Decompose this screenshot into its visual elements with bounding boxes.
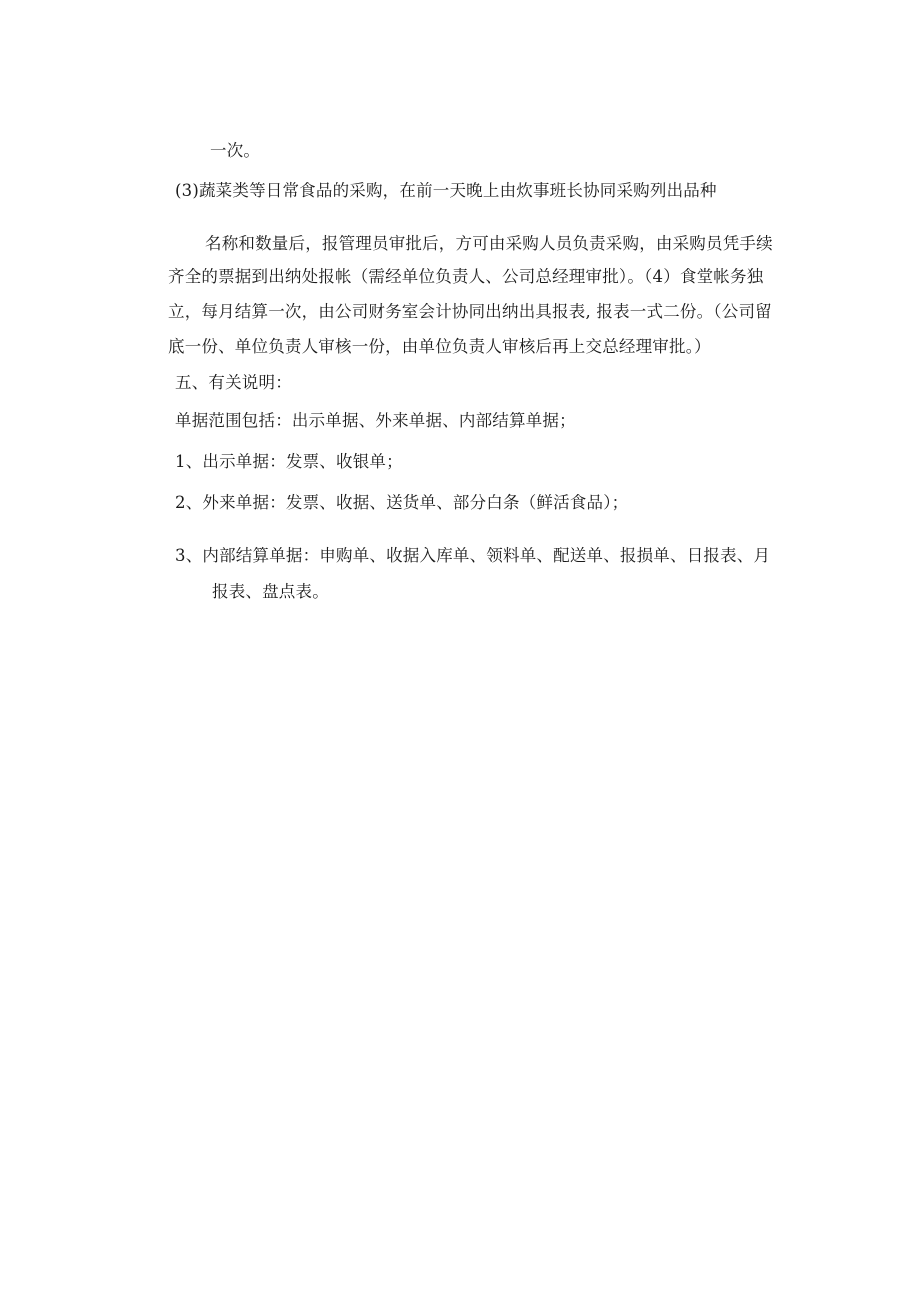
text-line-paragraph-3: 立，每月结算一次，由公司财务室会计协同出纳出具报表, 报表一式二份。（公司留 (168, 302, 772, 321)
list-item-1: 1、出示单据：发票、收银单； (175, 452, 403, 471)
list-item-3-continuation: 报表、盘点表。 (212, 582, 329, 601)
list-item-3: 3、内部结算单据：申购单、收据入库单、领料单、配送单、报损单、日报表、月 (175, 546, 771, 565)
text-line-item-3: (3)蔬菜类等日常食品的采购，在前一天晚上由炊事班长协同采购列出品种 (175, 181, 717, 200)
list-item-2: 2、外来单据：发票、收据、送货单、部分白条（鲜活食品）； (175, 493, 629, 512)
text-line-continuation: 一次。 (210, 141, 261, 160)
text-line-paragraph-4: 底一份、单位负责人审核一份，由单位负责人审核后再上交总经理审批。） (168, 337, 711, 356)
text-line-paragraph-1: 名称和数量后，报管理员审批后，方可由采购人员负责采购，由采购员凭手续 (205, 234, 773, 253)
text-line-paragraph-2: 齐全的票据到出纳处报帐（需经单位负责人、公司总经理审批）。（4）食堂帐务独 (168, 267, 764, 286)
text-line-scope: 单据范围包括：出示单据、外来单据、内部结算单据； (175, 411, 576, 430)
section-heading: 五、有关说明： (175, 373, 292, 392)
